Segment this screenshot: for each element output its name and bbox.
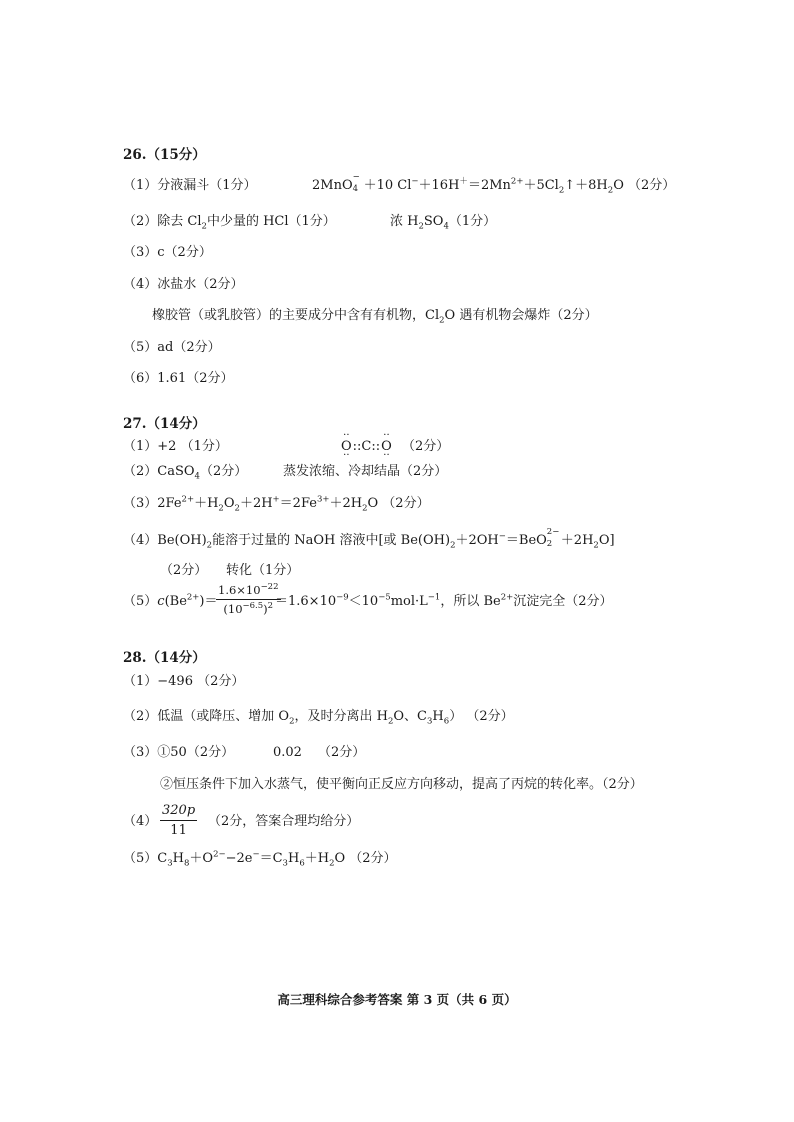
q28-part1: （1）−496 （2分） xyxy=(123,674,245,689)
q27-part1-electron-formula: ·· O ··::C::·· O ·· xyxy=(340,440,393,453)
q28-part4-label: （4） xyxy=(123,814,158,829)
q26-part1-label: （1）分液漏斗（1分） xyxy=(123,178,257,193)
q28-part3: （3）①50（2分） xyxy=(123,745,235,760)
q26-part4-note: 橡胶管（或乳胶管）的主要成分中含有有机物，$Cl_2O$ 遇有机物会爆炸（2分） xyxy=(152,308,598,326)
q27-part3: $(3)2Fe^{2+}+H_2O_2+2H^+=2Fe^{3+}+2H_2O$ （2分） xyxy=(123,494,430,514)
q28-part3-score: （2分） xyxy=(318,745,366,760)
q27-part2: （2）CaSO$_4$（2分） xyxy=(123,464,248,482)
q27-part4-extra: 转化（1分） xyxy=(226,563,300,578)
q26-part1-equation: 2MnO − 4 ＋10 $Cl^-+16H^+=2Mn^{2+}+5Cl_2↑+8H_2O$ （2分） xyxy=(312,172,676,196)
q28-part4-denominator: 11 xyxy=(170,823,187,838)
q27-header: 27.（14分） xyxy=(123,416,206,432)
q28-part4-numerator: 320p xyxy=(160,803,197,821)
q26-part2: （2）除去 $Cl_2$中少量的 HCl（1分） xyxy=(123,214,336,232)
q27-part1-score: （2分） xyxy=(402,439,450,454)
page-footer: 高三理科综合参考答案 第 3 页（共 6 页） xyxy=(277,992,517,1007)
q28-part3-note: ②恒压条件下加入水蒸气，使平衡向正反应方向移动，提高了丙烷的转化率。（2分） xyxy=(160,777,643,792)
q28-part2: （2）低温（或降压、增加 $O_2$，及时分离出 $H_2O$、$C_3H_6$） （2分） xyxy=(123,709,514,727)
q26-part3: （3）c（2分） xyxy=(123,245,212,260)
q27-part1-label: （1）+2 （1分） xyxy=(123,439,228,454)
q28-part4-fraction xyxy=(160,803,197,838)
q26-part4: （4）冰盐水（2分） xyxy=(123,277,244,292)
q27-part5-fraction xyxy=(216,583,281,616)
q26-header: 26.（15分） xyxy=(123,147,206,163)
q27-part5-rhs: $=1.6\times 10^{-9}<10^{-5}mol\cdot L^{-1}$，所以 $Be^{2+}$沉淀完全（2分） xyxy=(275,592,613,609)
q27-part4: $(4)Be(OH)_2$能溶于过量的 NaOH 溶液中[或 $Be(OH)_2+2OH^-=BeO$ 2− 2 $+2H_2O$] xyxy=(123,527,615,551)
q26-part5: （5）ad（2分） xyxy=(123,340,221,355)
q28-part4-note: （2分，答案合理均给分） xyxy=(208,814,360,829)
q26-part6: （6）1.61（2分） xyxy=(123,371,234,386)
q27-part5-lhs: $(5)c(Be^{2+})=$ xyxy=(123,592,218,609)
q27-part4-score: （2分） xyxy=(160,563,208,578)
q28-part5: $(5)C_3H_8+O^{2-}-2e^-=C_3H_6+H_2O$ （2分） xyxy=(123,849,397,869)
q28-header: 28.（14分） xyxy=(123,650,206,666)
q26-part2-reagent: 浓 $H_2SO_4(1$分） xyxy=(390,214,497,232)
q27-part5-numerator: $1.6\times 10^{-22}$ xyxy=(216,583,281,600)
q27-part5-denominator: $(10^{-6.5})^2$ xyxy=(223,601,274,616)
q27-part2-method: 蒸发浓缩、冷却结晶（2分） xyxy=(283,464,448,479)
q28-part3-value: 0.02 xyxy=(273,745,302,760)
